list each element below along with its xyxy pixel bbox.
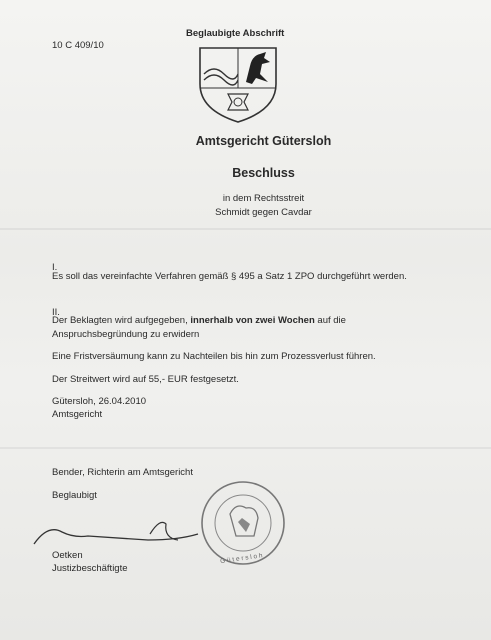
fold-line — [0, 228, 491, 230]
section-2-text-end: auf die — [314, 315, 346, 326]
section-1-number: I. — [52, 262, 58, 273]
section-2-line-2: Anspruchsbegründung zu erwidern — [52, 329, 200, 340]
certified-copy-label: Beglaubigte Abschrift — [186, 28, 285, 39]
official-seal-icon — [198, 478, 288, 568]
clerk-name: Oetken — [52, 550, 83, 561]
case-number: 10 C 409/10 — [52, 40, 104, 51]
clerk-title: Justizbeschäftigte — [52, 563, 128, 574]
court-name: Amtsgericht Gütersloh — [195, 134, 332, 148]
nrw-coat-of-arms-icon — [194, 44, 282, 124]
court-short: Amtsgericht — [52, 409, 103, 420]
section-2-line-1 — [52, 315, 346, 326]
certified-label: Beglaubigt — [52, 490, 97, 501]
fold-line — [0, 447, 491, 449]
section-2-text: Der Beklagten wird aufgegeben, — [52, 315, 191, 326]
place-date: Gütersloh, 26.04.2010 — [52, 396, 147, 407]
section-1-text: Es soll das vereinfachte Verfahren gemäß § 495 a Satz 1 ZPO durchgeführt werden. — [52, 271, 407, 282]
in-case-label: in dem Rechtsstreit — [222, 193, 305, 204]
warning-text: Eine Fristversäumung kann zu Nachteilen bis hin zum Prozessverlust führen. — [52, 351, 376, 362]
deadline-text: innerhalb von zwei Wochen — [190, 315, 315, 326]
section-2-number: II. — [52, 307, 60, 318]
svg-text:G ü t e r s l o h: G ü t e r s l o h — [219, 552, 264, 566]
document-title: Beschluss — [232, 166, 295, 180]
claim-value-text: Der Streitwert wird auf 55,- EUR festgesetzt. — [52, 374, 239, 385]
handwritten-signature-icon — [28, 510, 208, 550]
judge-name: Bender, Richterin am Amtsgericht — [52, 467, 193, 478]
parties: Schmidt gegen Cavdar — [215, 207, 312, 218]
